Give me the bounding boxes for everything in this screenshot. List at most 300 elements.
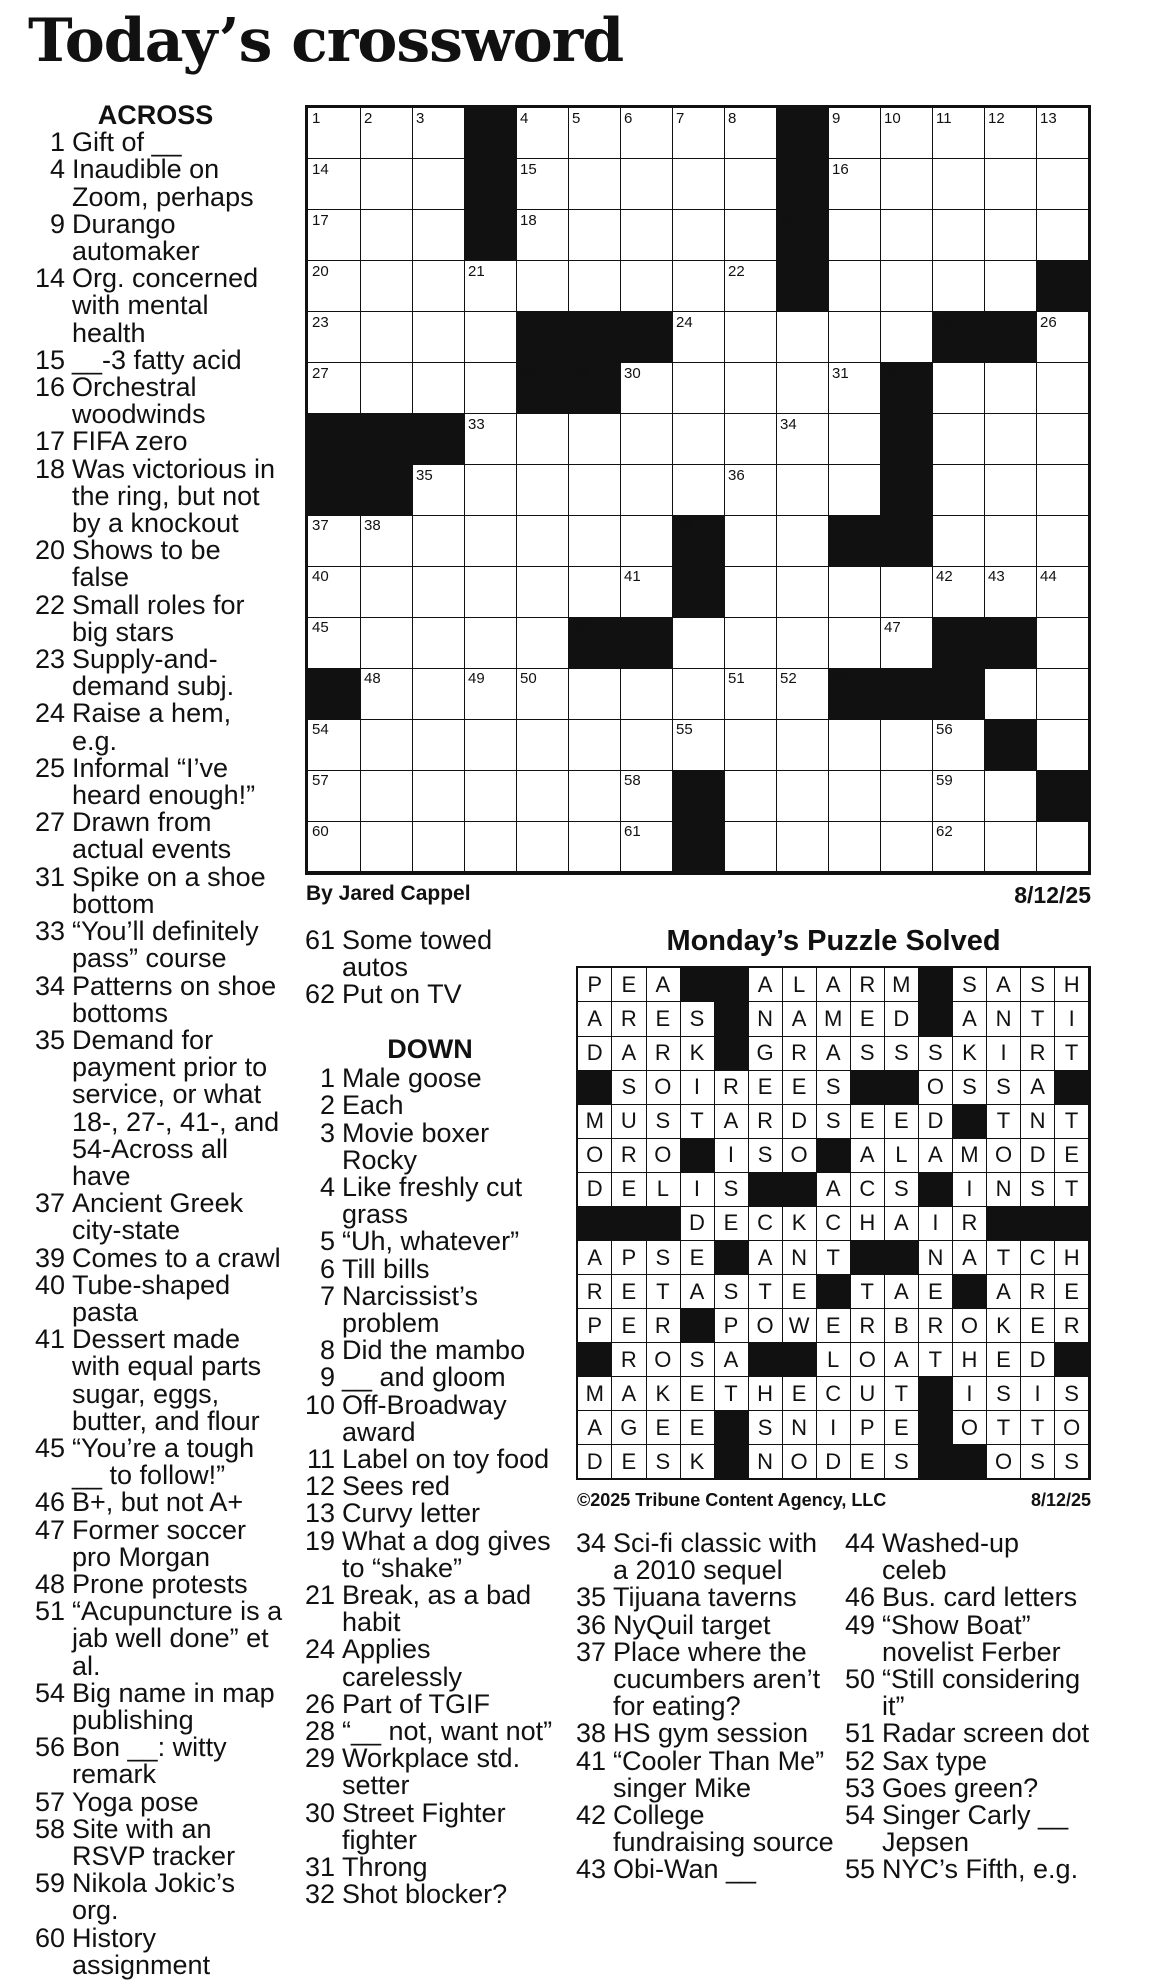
solution-letter: E — [680, 1377, 714, 1411]
grid-cell[interactable] — [724, 668, 777, 719]
grid-cell[interactable] — [984, 668, 1037, 719]
grid-cell[interactable] — [620, 414, 673, 465]
grid-cell[interactable] — [620, 719, 673, 770]
grid-cell[interactable] — [672, 465, 725, 516]
grid-cell[interactable] — [1036, 108, 1089, 159]
solution-black-square — [885, 1241, 919, 1275]
grid-cell[interactable] — [412, 821, 465, 872]
grid-cell[interactable] — [672, 617, 725, 668]
solution-black-square — [714, 968, 748, 1002]
grid-cell[interactable] — [672, 210, 725, 261]
solution-letter: S — [987, 1070, 1021, 1104]
solution-letter: S — [1021, 1445, 1055, 1479]
grid-cell[interactable] — [308, 515, 361, 566]
across-clue — [28, 1786, 283, 1817]
grid-cell[interactable] — [464, 414, 517, 465]
grid-cell[interactable] — [880, 312, 933, 363]
grid-cell[interactable] — [412, 261, 465, 312]
solution-letter: A — [578, 1002, 612, 1036]
grid-cell[interactable] — [620, 515, 673, 566]
clue-number: 54 — [845, 1800, 876, 1831]
solution-letter: A — [748, 968, 782, 1002]
grid-cell[interactable] — [620, 261, 673, 312]
grid-cell[interactable] — [932, 108, 985, 159]
grid-cell[interactable] — [516, 465, 569, 516]
grid-cell[interactable] — [984, 210, 1037, 261]
grid-cell[interactable] — [776, 515, 829, 566]
grid-cell[interactable] — [828, 414, 881, 465]
grid-cell[interactable] — [984, 261, 1037, 312]
grid-cell[interactable] — [308, 210, 361, 261]
grid-cell[interactable] — [516, 414, 569, 465]
grid-cell[interactable] — [360, 821, 413, 872]
clue-number: 2 — [319, 1090, 335, 1121]
grid-cell[interactable] — [932, 210, 985, 261]
grid-cell[interactable] — [932, 719, 985, 770]
grid-cell[interactable] — [724, 210, 777, 261]
grid-cell[interactable] — [568, 821, 621, 872]
grid-cell[interactable] — [464, 770, 517, 821]
across-clue — [28, 1269, 283, 1327]
grid-cell[interactable] — [932, 363, 985, 414]
grid-cell[interactable] — [724, 363, 777, 414]
solution-letter: E — [714, 1206, 748, 1240]
grid-cell[interactable] — [932, 566, 985, 617]
solution-letter: A — [851, 1138, 885, 1172]
grid-cell[interactable] — [568, 465, 621, 516]
clue-number: 52 — [845, 1745, 876, 1776]
solution-black-square — [953, 1104, 987, 1138]
across-clue — [28, 129, 283, 156]
clue-text: Off-Broadway award — [342, 1389, 507, 1447]
across-clue — [28, 700, 283, 754]
clue-text: FIFA zero — [72, 426, 188, 457]
grid-cell[interactable] — [1036, 617, 1089, 668]
solution-letter: S — [953, 968, 987, 1002]
clue-text: Put on TV — [342, 979, 462, 1010]
grid-cell[interactable] — [776, 770, 829, 821]
grid-cell[interactable] — [412, 770, 465, 821]
grid-cell[interactable] — [620, 465, 673, 516]
grid-cell[interactable] — [724, 566, 777, 617]
cell-number: 12 — [988, 110, 1005, 127]
grid-cell[interactable] — [464, 515, 517, 566]
grid-cell[interactable] — [360, 719, 413, 770]
down-clue — [305, 1174, 555, 1228]
across-clue — [28, 428, 283, 455]
grid-cell[interactable] — [828, 821, 881, 872]
cell-number: 52 — [780, 670, 797, 688]
grid-cell[interactable] — [880, 261, 933, 312]
grid-cell[interactable] — [724, 159, 777, 210]
grid-cell[interactable] — [516, 159, 569, 210]
grid-cell[interactable] — [464, 566, 517, 617]
grid-cell[interactable] — [828, 363, 881, 414]
grid-cell[interactable] — [412, 108, 465, 159]
solution-black-square — [578, 1343, 612, 1377]
cell-number: 24 — [676, 313, 693, 331]
grid-cell[interactable] — [516, 210, 569, 261]
grid-cell[interactable] — [776, 363, 829, 414]
clue-number: 47 — [34, 1514, 65, 1545]
solution-letter: S — [1055, 1377, 1089, 1411]
clue-text: Former soccer pro Morgan — [72, 1514, 247, 1572]
grid-cell[interactable] — [672, 261, 725, 312]
grid-cell[interactable] — [880, 617, 933, 668]
grid-cell[interactable] — [828, 770, 881, 821]
solution-letter: B — [885, 1309, 919, 1343]
clue-number: 16 — [34, 372, 65, 403]
grid-cell[interactable] — [828, 159, 881, 210]
grid-cell[interactable] — [1036, 719, 1089, 770]
solution-letter: U — [612, 1104, 646, 1138]
grid-cell[interactable] — [360, 210, 413, 261]
grid-cell[interactable] — [516, 515, 569, 566]
grid-cell[interactable] — [828, 261, 881, 312]
grid-cell[interactable] — [516, 108, 569, 159]
grid-cell[interactable] — [464, 719, 517, 770]
grid-cell[interactable] — [880, 566, 933, 617]
solution-letter: I — [953, 1172, 987, 1206]
clue-text: Inaudible on Zoom, perhaps — [72, 154, 254, 212]
grid-cell[interactable] — [776, 465, 829, 516]
grid-cell[interactable] — [360, 668, 413, 719]
byline: By Jared Cappel — [306, 882, 471, 905]
down-clue — [576, 1530, 836, 1584]
black-square — [464, 159, 517, 210]
grid-cell[interactable] — [412, 210, 465, 261]
across-clue — [28, 1813, 283, 1871]
solution-letter: A — [816, 1036, 850, 1070]
down-clue — [305, 1280, 555, 1339]
solution-letter: R — [1021, 1036, 1055, 1070]
solution-black-square — [578, 1070, 612, 1104]
clue-text: Street Fighter fighter — [342, 1797, 506, 1855]
grid-cell[interactable] — [412, 312, 465, 363]
grid-cell[interactable] — [464, 617, 517, 668]
grid-cell[interactable] — [360, 770, 413, 821]
grid-cell[interactable] — [308, 159, 361, 210]
grid-cell[interactable] — [932, 515, 985, 566]
grid-cell[interactable] — [568, 515, 621, 566]
grid-cell[interactable] — [1036, 312, 1089, 363]
grid-cell[interactable] — [620, 668, 673, 719]
grid-cell[interactable] — [932, 261, 985, 312]
solution-letter: T — [816, 1241, 850, 1275]
grid-cell[interactable] — [360, 363, 413, 414]
grid-cell[interactable] — [516, 668, 569, 719]
grid-cell[interactable] — [984, 363, 1037, 414]
clue-number: 5 — [319, 1226, 335, 1257]
grid-cell[interactable] — [1036, 566, 1089, 617]
grid-cell[interactable] — [880, 210, 933, 261]
solution-letter: A — [987, 1275, 1021, 1309]
grid-cell[interactable] — [516, 566, 569, 617]
puzzle-date: 8/12/25 — [1014, 882, 1091, 908]
solution-letter: R — [1055, 1309, 1089, 1343]
clue-number: 35 — [34, 1024, 65, 1055]
grid-cell[interactable] — [360, 515, 413, 566]
solution-letter: R — [578, 1275, 612, 1309]
grid-cell[interactable] — [776, 719, 829, 770]
grid-cell[interactable] — [984, 515, 1037, 566]
grid-cell[interactable] — [828, 566, 881, 617]
grid-cell[interactable] — [984, 108, 1037, 159]
grid-cell[interactable] — [464, 668, 517, 719]
solution-letter: C — [748, 1206, 782, 1240]
grid-cell[interactable] — [672, 159, 725, 210]
clue-text: Break, as a bad habit — [342, 1580, 532, 1638]
grid-cell[interactable] — [776, 668, 829, 719]
grid-cell[interactable] — [828, 108, 881, 159]
grid-cell[interactable] — [724, 108, 777, 159]
grid-cell[interactable] — [724, 312, 777, 363]
grid-cell[interactable] — [308, 108, 361, 159]
solution-letter: T — [1021, 1002, 1055, 1036]
grid-cell[interactable] — [828, 719, 881, 770]
solution-letter: H — [851, 1206, 885, 1240]
crossword-grid[interactable] — [305, 105, 1091, 875]
solution-letter: U — [851, 1377, 885, 1411]
grid-cell[interactable] — [1036, 821, 1089, 872]
grid-cell[interactable] — [516, 261, 569, 312]
clue-number: 62 — [305, 979, 336, 1010]
grid-cell[interactable] — [672, 668, 725, 719]
solution-letter: A — [1021, 1070, 1055, 1104]
grid-cell[interactable] — [724, 617, 777, 668]
grid-cell[interactable] — [1036, 414, 1089, 465]
grid-cell[interactable] — [620, 566, 673, 617]
grid-cell[interactable] — [1036, 363, 1089, 414]
grid-cell[interactable] — [464, 821, 517, 872]
clue-number: 25 — [34, 752, 65, 783]
grid-cell[interactable] — [984, 465, 1037, 516]
grid-cell[interactable] — [620, 821, 673, 872]
grid-cell[interactable] — [464, 312, 517, 363]
grid-cell[interactable] — [620, 770, 673, 821]
grid-cell[interactable] — [360, 108, 413, 159]
grid-cell[interactable] — [308, 312, 361, 363]
grid-cell[interactable] — [932, 414, 985, 465]
grid-cell[interactable] — [1036, 210, 1089, 261]
grid-cell[interactable] — [412, 668, 465, 719]
solution-letter: D — [578, 1036, 612, 1070]
grid-cell[interactable] — [620, 210, 673, 261]
grid-cell[interactable] — [724, 770, 777, 821]
clue-text: Shot blocker? — [342, 1879, 508, 1910]
black-square — [984, 312, 1037, 363]
grid-cell[interactable] — [880, 159, 933, 210]
grid-cell[interactable] — [308, 770, 361, 821]
grid-cell[interactable] — [1036, 465, 1089, 516]
cell-number: 41 — [624, 568, 641, 586]
grid-cell[interactable] — [1036, 668, 1089, 719]
grid-cell[interactable] — [724, 719, 777, 770]
grid-cell[interactable] — [464, 261, 517, 312]
grid-cell[interactable] — [360, 617, 413, 668]
grid-cell[interactable] — [724, 261, 777, 312]
grid-cell[interactable] — [828, 617, 881, 668]
grid-cell[interactable] — [360, 312, 413, 363]
grid-cell[interactable] — [984, 159, 1037, 210]
grid-cell[interactable] — [880, 821, 933, 872]
cell-number: 11 — [936, 110, 952, 127]
grid-cell[interactable] — [516, 770, 569, 821]
grid-cell[interactable] — [568, 770, 621, 821]
grid-cell[interactable] — [620, 363, 673, 414]
clue-text: Orchestral woodwinds — [72, 372, 206, 430]
clue-number: 3 — [319, 1117, 335, 1148]
cell-number: 9 — [832, 110, 841, 127]
solution-letter: S — [680, 1343, 714, 1377]
grid-cell[interactable] — [516, 821, 569, 872]
copyright: ©2025 Tribune Content Agency, LLC — [577, 1490, 887, 1510]
grid-cell[interactable] — [516, 617, 569, 668]
black-square — [464, 210, 517, 261]
grid-cell[interactable] — [412, 515, 465, 566]
solution-black-square — [782, 1172, 816, 1206]
clue-number: 6 — [319, 1253, 335, 1284]
grid-cell[interactable] — [412, 465, 465, 516]
grid-cell[interactable] — [828, 465, 881, 516]
grid-cell[interactable] — [724, 821, 777, 872]
across-clue — [28, 1190, 283, 1244]
grid-cell[interactable] — [516, 719, 569, 770]
grid-cell[interactable] — [776, 821, 829, 872]
grid-cell[interactable] — [568, 719, 621, 770]
solution-letter: A — [987, 968, 1021, 1002]
grid-cell[interactable] — [412, 363, 465, 414]
grid-cell[interactable] — [360, 261, 413, 312]
grid-cell[interactable] — [568, 108, 621, 159]
cell-number: 50 — [520, 670, 537, 688]
solution-letter: H — [1055, 968, 1089, 1002]
grid-cell[interactable] — [620, 159, 673, 210]
grid-cell[interactable] — [932, 465, 985, 516]
grid-cell[interactable] — [308, 821, 361, 872]
grid-cell[interactable] — [984, 821, 1037, 872]
clue-number: 17 — [34, 426, 65, 457]
grid-cell[interactable] — [880, 719, 933, 770]
grid-cell[interactable] — [724, 414, 777, 465]
grid-cell[interactable] — [672, 108, 725, 159]
cell-number: 45 — [312, 619, 329, 637]
grid-cell[interactable] — [984, 566, 1037, 617]
grid-cell[interactable] — [932, 821, 985, 872]
grid-cell[interactable] — [828, 210, 881, 261]
grid-cell[interactable] — [672, 363, 725, 414]
solution-letter: D — [1021, 1343, 1055, 1377]
grid-cell[interactable] — [308, 363, 361, 414]
grid-cell[interactable] — [412, 617, 465, 668]
grid-cell[interactable] — [932, 159, 985, 210]
solution-letter: E — [885, 1104, 919, 1138]
solution-letter: R — [612, 1343, 646, 1377]
clue-number: 50 — [845, 1664, 876, 1695]
grid-cell[interactable] — [568, 159, 621, 210]
grid-cell[interactable] — [724, 465, 777, 516]
grid-cell[interactable] — [984, 414, 1037, 465]
clue-number: 55 — [845, 1854, 876, 1885]
grid-cell[interactable] — [880, 108, 933, 159]
grid-cell[interactable] — [412, 566, 465, 617]
grid-cell[interactable] — [308, 261, 361, 312]
down-clue — [845, 1720, 1090, 1747]
grid-cell[interactable] — [776, 312, 829, 363]
solution-letter: A — [816, 968, 850, 1002]
grid-cell[interactable] — [568, 668, 621, 719]
grid-cell[interactable] — [308, 719, 361, 770]
clue-text: Nikola Jokic’s org. — [72, 1868, 236, 1926]
grid-cell[interactable] — [776, 566, 829, 617]
solution-letter: K — [680, 1445, 714, 1479]
grid-cell[interactable] — [672, 312, 725, 363]
grid-cell[interactable] — [1036, 159, 1089, 210]
grid-cell[interactable] — [724, 515, 777, 566]
solution-letter: A — [953, 1002, 987, 1036]
grid-cell[interactable] — [1036, 515, 1089, 566]
grid-cell[interactable] — [568, 261, 621, 312]
clue-text: Raise a hem, e.g. — [72, 698, 232, 756]
solution-letter: T — [987, 1241, 1021, 1275]
solution-letter: E — [612, 1445, 646, 1479]
clue-number: 38 — [576, 1718, 607, 1749]
grid-cell[interactable] — [828, 312, 881, 363]
grid-cell[interactable] — [776, 414, 829, 465]
clue-text: B+, but not A+ — [72, 1487, 244, 1518]
grid-cell[interactable] — [308, 566, 361, 617]
grid-cell[interactable] — [620, 108, 673, 159]
solution-letter: S — [646, 1445, 680, 1479]
grid-cell[interactable] — [932, 770, 985, 821]
clue-number: 39 — [34, 1242, 65, 1273]
solution-letter: O — [782, 1138, 816, 1172]
black-square — [516, 312, 569, 363]
across-clue — [28, 589, 283, 647]
grid-cell[interactable] — [412, 719, 465, 770]
grid-cell[interactable] — [568, 566, 621, 617]
grid-cell[interactable] — [308, 617, 361, 668]
clue-number: 58 — [34, 1813, 65, 1844]
grid-cell[interactable] — [880, 770, 933, 821]
solution-letter: W — [782, 1309, 816, 1343]
grid-cell[interactable] — [568, 414, 621, 465]
clue-number: 34 — [34, 970, 65, 1001]
grid-cell[interactable] — [412, 159, 465, 210]
solution-letter: P — [612, 1241, 646, 1275]
solution-black-square — [919, 1445, 953, 1479]
grid-cell[interactable] — [984, 770, 1037, 821]
grid-cell[interactable] — [360, 159, 413, 210]
grid-cell[interactable] — [672, 719, 725, 770]
grid-cell[interactable] — [464, 363, 517, 414]
grid-cell[interactable] — [568, 210, 621, 261]
solution-letter: T — [1055, 1172, 1089, 1206]
solution-letter: A — [782, 1002, 816, 1036]
clue-text: Demand for payment prior to service, or what 18-, 27-, 41-, and 54-Across all have — [72, 1024, 280, 1191]
grid-cell[interactable] — [464, 465, 517, 516]
grid-cell[interactable] — [672, 414, 725, 465]
solution-letter: S — [987, 1377, 1021, 1411]
across-clue — [28, 1514, 283, 1572]
solution-letter: O — [748, 1309, 782, 1343]
across-clues-continued — [305, 927, 555, 1009]
grid-cell[interactable] — [360, 566, 413, 617]
solution-letter: T — [1055, 1036, 1089, 1070]
clue-number: 37 — [576, 1636, 607, 1667]
grid-cell[interactable] — [776, 617, 829, 668]
solution-letter: S — [885, 1036, 919, 1070]
